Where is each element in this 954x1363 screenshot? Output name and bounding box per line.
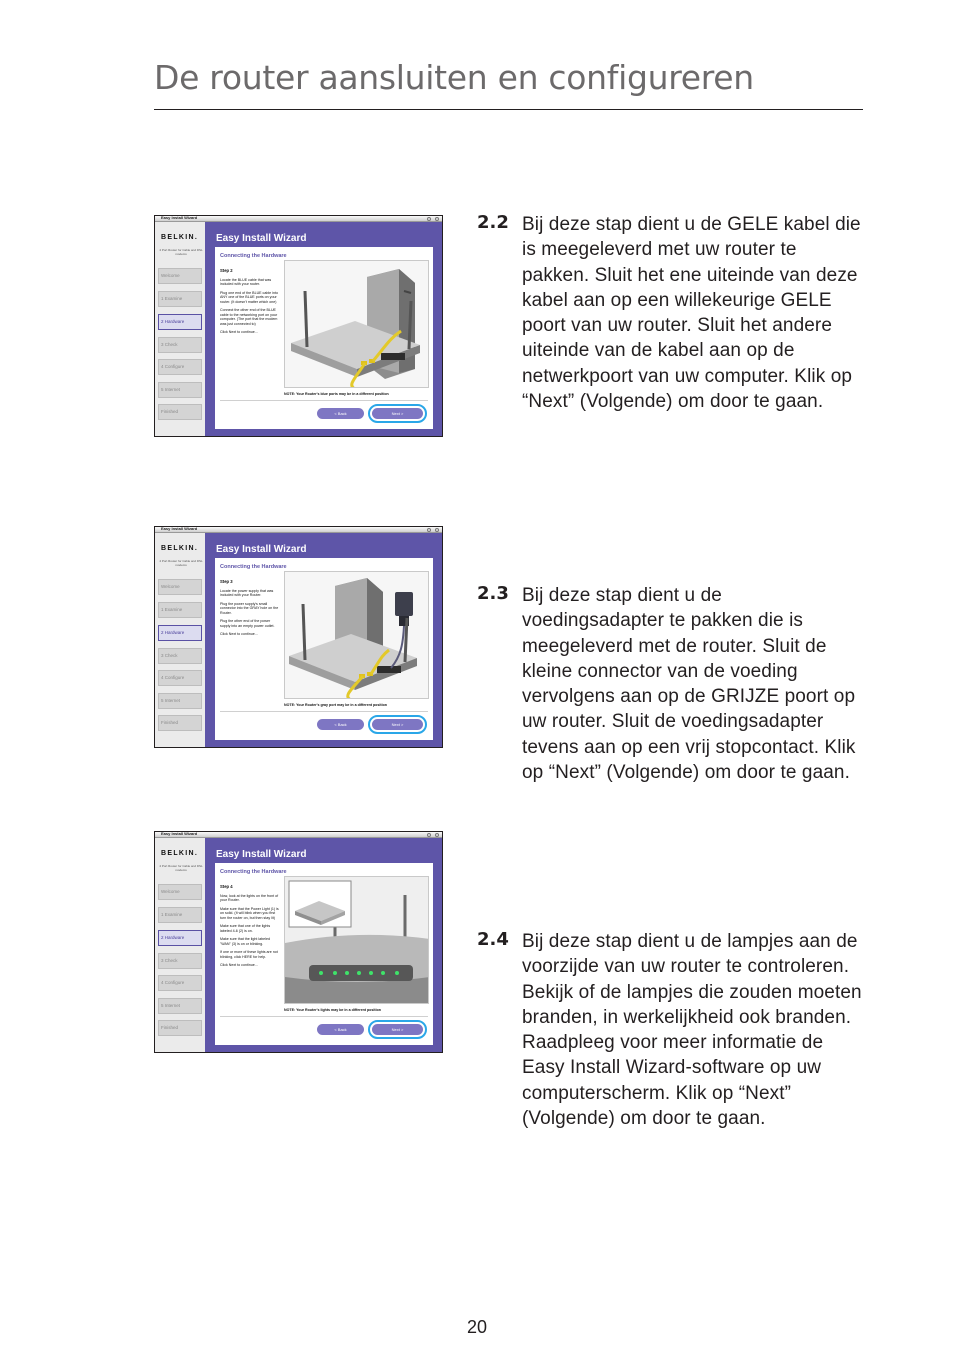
wizard-content	[215, 247, 433, 429]
nav-item-configure: 4 Configure	[158, 670, 202, 686]
next-button[interactable]: Next >	[372, 408, 423, 419]
router-model: 4 Port Router for Cable and DSL modems	[159, 559, 203, 567]
step-number: 2.2	[477, 212, 509, 233]
nav-item-examine: 1 Examine	[158, 907, 202, 923]
next-button[interactable]: Next >	[372, 1024, 423, 1035]
instruction: Click Next to continue...	[220, 632, 258, 636]
wizard-screenshot-step-2	[154, 215, 443, 437]
instruction: Click Next to continue...	[220, 963, 258, 967]
instruction: Plug the power supply's small connector into the GRAY hole on the Router.	[220, 601, 279, 615]
close-icon	[435, 833, 439, 837]
nav-item-welcome: Welcome	[158, 884, 202, 900]
wizard-content	[215, 863, 433, 1045]
close-icon	[435, 528, 439, 532]
nav-item-check: 3 Check	[158, 648, 202, 664]
belkin-logo: BELKIN.	[161, 234, 199, 241]
wizard-sidebar	[155, 222, 205, 437]
wizard-divider	[220, 1016, 428, 1017]
minimize-icon	[427, 528, 431, 532]
nav-item-finished: Finished	[158, 1020, 202, 1036]
wizard-screenshot-step-4	[154, 831, 443, 1053]
wizard-heading: Easy Install Wizard	[216, 233, 307, 244]
wizard-subheading: Connecting the Hardware	[220, 253, 287, 259]
nav-item-configure: 4 Configure	[158, 359, 202, 375]
instruction: Make sure that one of the lights labeled 4-6 (2) is on.	[220, 924, 271, 933]
wizard-instructions	[220, 580, 280, 641]
router-computer-illustration	[284, 260, 429, 388]
belkin-logo: BELKIN.	[161, 850, 199, 857]
instruction: Plug the other end of the power supply into an empty power outlet.	[220, 619, 275, 628]
router-power-illustration	[284, 571, 429, 699]
nav-item-internet: 5 Internet	[158, 693, 202, 709]
back-button[interactable]: < Back	[317, 1024, 364, 1035]
instruction: Connect the other end of the BLUE cable to the networking port on your computer. (The port that the modem was just connected to)	[220, 308, 278, 326]
wizard-heading: Easy Install Wizard	[216, 849, 307, 860]
nav-item-internet: 5 Internet	[158, 998, 202, 1014]
wizard-main-panel	[205, 533, 442, 748]
step-description: Bij deze stap dient u de voedingsadapter te pakken die is meegeleverd met de router. Sluit de kleine connector van de voeding vervolgens aan op de GRIJZE poort op uw router. Sluit de voedingsadapter tevens aan op een vrij stopcontact. Klik op “Next” (Volgende) om door te gaan.	[522, 585, 856, 784]
nav-item-finished: Finished	[158, 404, 202, 420]
nav-item-internet: 5 Internet	[158, 382, 202, 398]
wizard-step-label: Step 2	[220, 268, 233, 273]
close-icon	[435, 217, 439, 221]
wizard-sidebar	[155, 533, 205, 748]
window-title: Easy Install Wizard	[161, 215, 198, 220]
page-number: 20	[466, 1317, 488, 1337]
wizard-subheading: Connecting the Hardware	[220, 869, 287, 875]
step-number: 2.3	[477, 583, 509, 604]
minimize-icon	[427, 833, 431, 837]
wizard-note: NOTE: Your Router's blue ports may be in a different position	[284, 392, 389, 396]
instruction: Plug one end of the BLUE cable into ANY one of the BLUE ports on your router. (It doesn't matter which one)	[220, 290, 278, 304]
wizard-step-label: Step 3	[220, 579, 233, 584]
window-title: Easy Install Wizard	[161, 831, 198, 836]
nav-item-finished: Finished	[158, 715, 202, 731]
back-button[interactable]: < Back	[317, 408, 364, 419]
next-button-highlight	[368, 715, 427, 734]
nav-item-examine: 1 Examine	[158, 291, 202, 307]
nav-item-hardware: 2 Hardware	[158, 625, 202, 641]
step-description: Bij deze stap dient u de lampjes aan de voorzijde van uw router te controleren. Bekijk of de lampjes die zouden moeten branden, in werkelijkheid ook branden. Raadpleeg voor meer informatie de Easy Install Wizard-software op uw computerscherm. Klik op “Next” (Volgende) om door te gaan.	[522, 931, 862, 1130]
step-description: Bij deze stap dient u de GELE kabel die is meegeleverd met uw router te pakken. Sluit het ene uiteinde van deze kabel aan op een willekeurige GELE poort van uw router. Sluit het andere uiteinde van de kabel aan op de netwerkpoort van uw computer. Klik op “Next” (Volgende) om door te gaan.	[522, 214, 861, 413]
wizard-heading: Easy Install Wizard	[216, 544, 307, 555]
next-button-highlight	[368, 404, 427, 423]
wizard-divider	[220, 400, 428, 401]
router-model: 4 Port Router for Cable and DSL modems	[159, 248, 203, 256]
instruction: Make sure that the light labeled "WAN" (3) is on or blinking.	[220, 937, 270, 946]
wizard-sidebar	[155, 838, 205, 1053]
wizard-main-panel	[205, 222, 442, 437]
instruction: Now, look at the lights on the front of your Router.	[220, 893, 279, 902]
wizard-screenshot-step-3	[154, 526, 443, 748]
wizard-note: NOTE: Your Router's gray port may be in a different position	[284, 703, 387, 707]
wizard-divider	[220, 711, 428, 712]
instruction: Click Next to continue...	[220, 330, 258, 334]
next-button-highlight	[368, 1020, 427, 1039]
nav-item-configure: 4 Configure	[158, 975, 202, 991]
wizard-instructions	[220, 885, 280, 972]
router-model: 4 Port Router for Cable and DSL modems	[159, 864, 203, 872]
wizard-main-panel	[205, 838, 442, 1053]
belkin-logo: BELKIN.	[161, 545, 199, 552]
title-divider	[154, 109, 863, 110]
instruction: Make sure that the Power Light (1) is on solid. (It will blink when you first turn the router on, but then stay lit)	[220, 906, 279, 920]
router-lights-illustration	[284, 876, 429, 1004]
wizard-step-label: Step 4	[220, 884, 233, 889]
instruction: Locate the BLUE cable that was included with your router.	[220, 277, 272, 286]
nav-item-check: 3 Check	[158, 337, 202, 353]
nav-item-hardware: 2 Hardware	[158, 314, 202, 330]
instruction: Locate the power supply that was included with your Router.	[220, 588, 274, 597]
minimize-icon	[427, 217, 431, 221]
nav-item-welcome: Welcome	[158, 579, 202, 595]
wizard-subheading: Connecting the Hardware	[220, 564, 287, 570]
wizard-content	[215, 558, 433, 740]
nav-item-check: 3 Check	[158, 953, 202, 969]
next-button[interactable]: Next >	[372, 719, 423, 730]
nav-item-hardware: 2 Hardware	[158, 930, 202, 946]
nav-item-welcome: Welcome	[158, 268, 202, 284]
nav-item-examine: 1 Examine	[158, 602, 202, 618]
step-number: 2.4	[477, 929, 509, 950]
wizard-instructions	[220, 269, 280, 339]
instruction: If one or more of these lights are not blinking, click HERE for help.	[220, 950, 278, 959]
wizard-note: NOTE: Your Router's lights may be in a different position	[284, 1008, 381, 1012]
page-title: De router aansluiten en configureren	[154, 58, 754, 97]
window-title: Easy Install Wizard	[161, 526, 198, 531]
back-button[interactable]: < Back	[317, 719, 364, 730]
